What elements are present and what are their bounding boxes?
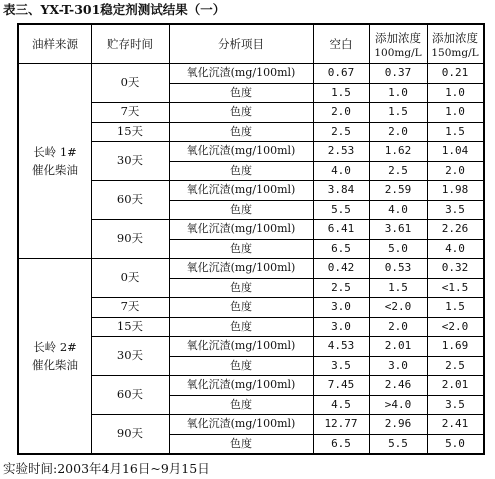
table-title: 表三、YX-T-301稳定剂测试结果（一） — [3, 2, 226, 17]
analysis-item-cell: 氧化沉渣(mg/100ml) — [186, 261, 296, 275]
analysis-item-cell: 色度 — [230, 163, 252, 177]
analysis-item-cell: 氧化沉渣(mg/100ml) — [186, 339, 296, 353]
storage-time-cell: 90天 — [116, 426, 144, 440]
oil-source-type: 催化柴油 — [32, 162, 78, 177]
conc-100-value-cell: 5.5 — [388, 436, 408, 450]
conc-150-value-cell: 1.69 — [441, 339, 469, 353]
blank-value-cell: 12.77 — [324, 417, 358, 431]
analysis-item-cell: 氧化沉渣(mg/100ml) — [186, 144, 296, 158]
analysis-item-cell: 氧化沉渣(mg/100ml) — [186, 66, 296, 80]
conc-150-value-cell: 0.21 — [441, 66, 469, 80]
blank-value-cell: 6.41 — [327, 222, 355, 236]
analysis-item-cell: 色度 — [230, 105, 252, 119]
conc-150-value-cell: 1.04 — [441, 144, 469, 158]
header-analysis-item: 分析项目 — [218, 36, 264, 51]
analysis-item-cell: 色度 — [230, 436, 252, 450]
conc-150-value-cell: 1.98 — [441, 183, 469, 197]
analysis-item-cell: 氧化沉渣(mg/100ml) — [186, 417, 296, 431]
header-oil-source: 油样来源 — [32, 36, 78, 51]
analysis-item-cell: 氧化沉渣(mg/100ml) — [186, 183, 296, 197]
conc-150-value-cell: 1.0 — [445, 105, 465, 119]
blank-value-cell: 7.45 — [327, 378, 355, 392]
storage-time-cell: 60天 — [116, 192, 144, 206]
analysis-item-cell: 色度 — [230, 124, 252, 138]
oil-source-type: 催化柴油 — [32, 357, 78, 372]
conc-100-value-cell: 1.5 — [388, 280, 408, 294]
storage-time-cell: 7天 — [120, 299, 140, 314]
conc-150-value-cell: 1.5 — [445, 300, 465, 314]
conc-100-value-cell: 2.0 — [388, 124, 408, 138]
conc-100-value-cell: 3.0 — [388, 358, 408, 372]
blank-value-cell: 2.5 — [331, 124, 351, 138]
analysis-item-cell: 色度 — [230, 300, 252, 314]
analysis-item-cell: 色度 — [230, 202, 252, 216]
oil-source-cell — [19, 63, 91, 258]
blank-value-cell: 6.5 — [331, 436, 351, 450]
conc-100-value-cell: 2.59 — [384, 183, 412, 197]
blank-value-cell: 3.5 — [331, 358, 351, 372]
blank-value-cell: 2.5 — [331, 280, 351, 294]
results-table — [17, 23, 485, 455]
analysis-item-cell: 色度 — [230, 241, 252, 255]
analysis-item-cell: 色度 — [230, 358, 252, 372]
blank-value-cell: 3.84 — [327, 183, 355, 197]
conc-100-value-cell: 1.62 — [384, 144, 412, 158]
conc-150-value-cell: <1.5 — [441, 280, 469, 294]
header-conc-100-unit: 100mg/L — [374, 47, 422, 59]
conc-150-value-cell: 1.5 — [445, 124, 465, 138]
oil-source-name: 长岭 2# — [33, 339, 77, 354]
analysis-item-cell: 氧化沉渣(mg/100ml) — [186, 222, 296, 236]
storage-time-cell: 0天 — [120, 75, 140, 89]
conc-100-value-cell: <2.0 — [384, 300, 412, 314]
blank-value-cell: 1.5 — [331, 85, 351, 99]
conc-150-value-cell: 2.5 — [445, 358, 465, 372]
conc-150-value-cell: 2.26 — [441, 222, 469, 236]
conc-100-value-cell: 2.5 — [388, 163, 408, 177]
conc-100-value-cell: >4.0 — [384, 397, 412, 411]
storage-time-cell: 90天 — [116, 231, 144, 245]
header-storage-time: 贮存时间 — [107, 36, 153, 51]
storage-time-cell: 60天 — [116, 387, 144, 401]
blank-value-cell: 5.5 — [331, 202, 351, 216]
blank-value-cell: 3.0 — [331, 319, 351, 333]
conc-150-value-cell: 3.5 — [445, 202, 465, 216]
conc-100-value-cell: 2.0 — [388, 319, 408, 333]
conc-100-value-cell: 2.46 — [384, 378, 412, 392]
conc-100-value-cell: 4.0 — [388, 202, 408, 216]
blank-value-cell: 2.0 — [331, 105, 351, 119]
conc-100-value-cell: 2.01 — [384, 339, 412, 353]
analysis-item-cell: 色度 — [230, 319, 252, 333]
storage-time-cell: 30天 — [116, 348, 144, 362]
storage-time-cell: 30天 — [116, 153, 144, 167]
blank-value-cell: 4.0 — [331, 163, 351, 177]
conc-150-value-cell: 1.0 — [445, 85, 465, 99]
oil-source-cell — [19, 258, 91, 453]
experiment-date-note: 实验时间:2003年4月16日~9月15日 — [3, 461, 210, 476]
conc-100-value-cell: 3.61 — [384, 222, 412, 236]
conc-100-value-cell: 1.5 — [388, 105, 408, 119]
conc-150-value-cell: 2.01 — [441, 378, 469, 392]
conc-100-value-cell: 5.0 — [388, 241, 408, 255]
blank-value-cell: 4.53 — [327, 339, 355, 353]
blank-value-cell: 4.5 — [331, 397, 351, 411]
analysis-item-cell: 色度 — [230, 397, 252, 411]
storage-time-cell: 15天 — [116, 123, 144, 138]
storage-time-cell: 7天 — [120, 104, 140, 119]
conc-100-value-cell: 1.0 — [388, 85, 408, 99]
header-conc-150-label: 添加浓度 — [432, 31, 478, 45]
oil-source-name: 长岭 1# — [33, 144, 77, 159]
conc-150-value-cell: 4.0 — [445, 241, 465, 255]
conc-150-value-cell: 5.0 — [445, 436, 465, 450]
analysis-item-cell: 氧化沉渣(mg/100ml) — [186, 378, 296, 392]
conc-100-value-cell: 0.37 — [384, 66, 412, 80]
conc-150-value-cell: 0.32 — [441, 261, 469, 275]
header-conc-150 — [427, 25, 483, 63]
storage-time-cell: 0天 — [120, 270, 140, 284]
storage-time-cell: 15天 — [116, 318, 144, 333]
header-conc-150-unit: 150mg/L — [431, 47, 479, 59]
conc-150-value-cell: 3.5 — [445, 397, 465, 411]
header-conc-100-label: 添加浓度 — [375, 31, 421, 45]
blank-value-cell: 2.53 — [327, 144, 355, 158]
header-conc-100 — [369, 25, 427, 63]
header-blank: 空白 — [329, 36, 353, 51]
conc-100-value-cell: 0.53 — [384, 261, 412, 275]
analysis-item-cell: 色度 — [230, 85, 252, 99]
conc-150-value-cell: 2.41 — [441, 417, 469, 431]
analysis-item-cell: 色度 — [230, 280, 252, 294]
blank-value-cell: 0.67 — [327, 66, 355, 80]
conc-100-value-cell: 2.96 — [384, 417, 412, 431]
conc-150-value-cell: <2.0 — [441, 319, 469, 333]
blank-value-cell: 6.5 — [331, 241, 351, 255]
blank-value-cell: 3.0 — [331, 300, 351, 314]
conc-150-value-cell: 2.0 — [445, 163, 465, 177]
blank-value-cell: 0.42 — [327, 261, 355, 275]
